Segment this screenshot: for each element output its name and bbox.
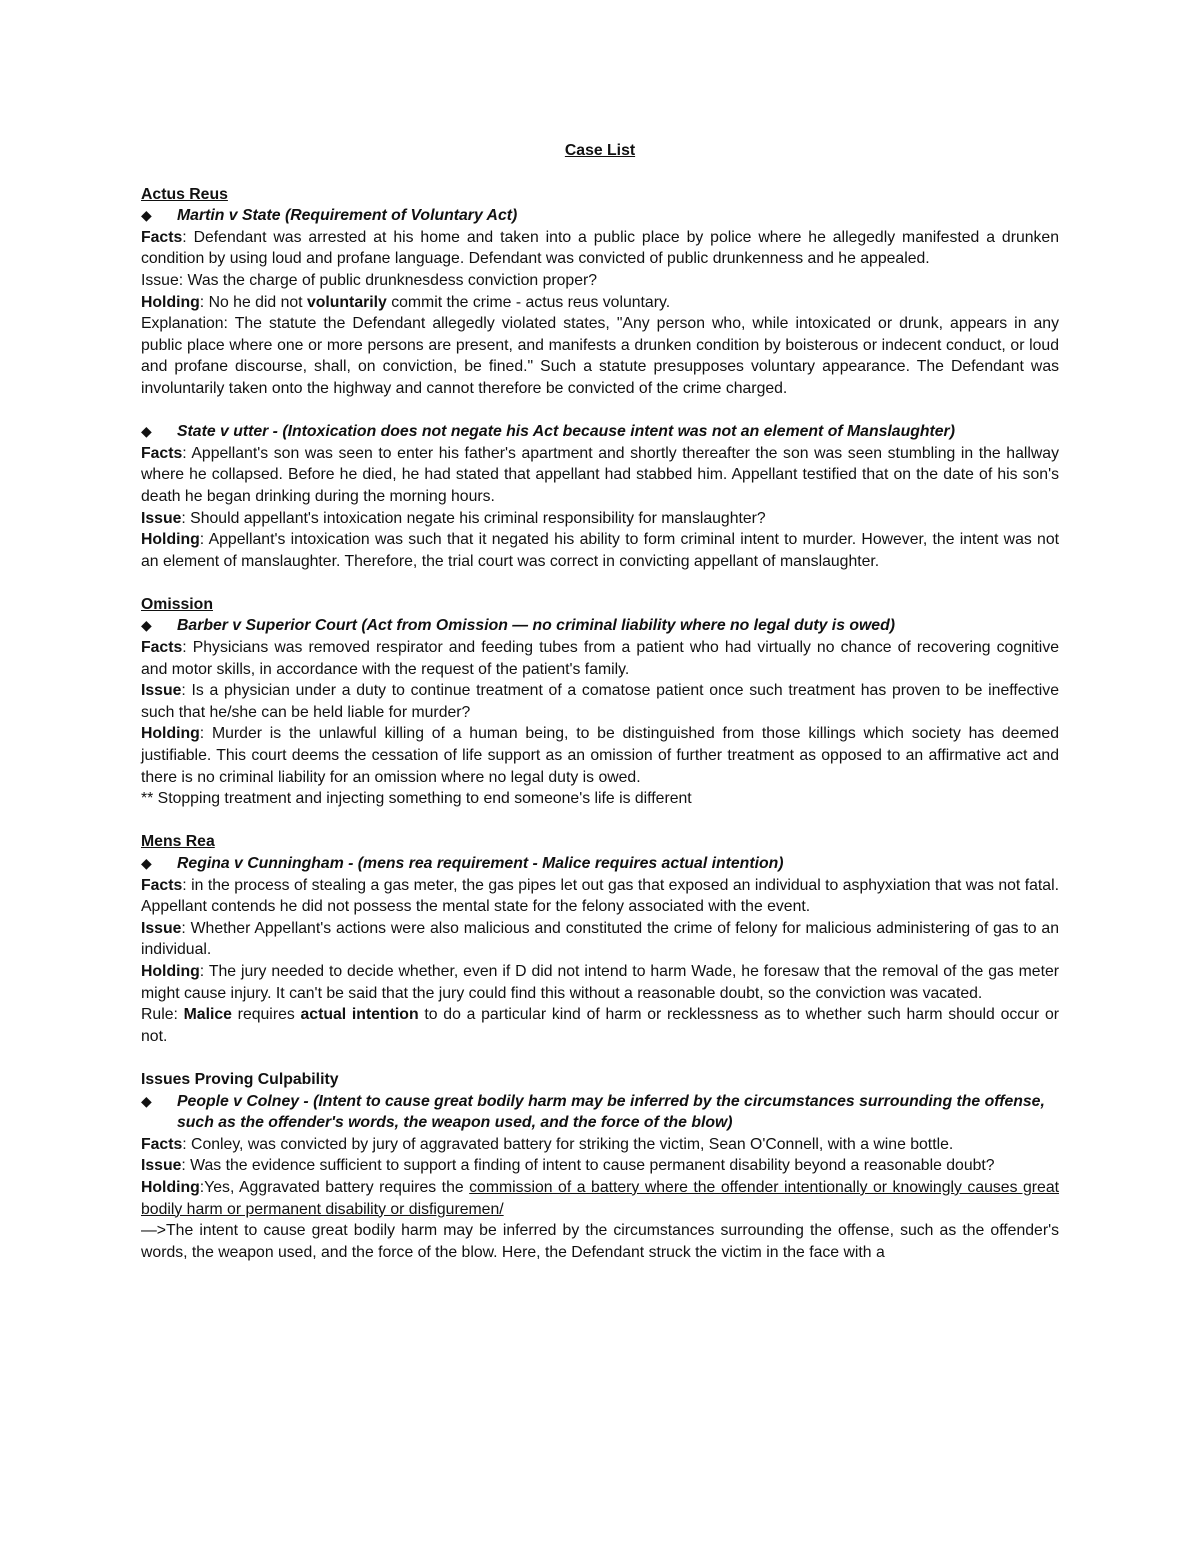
diamond-bullet-icon: ◆	[141, 617, 152, 634]
facts-label: Facts	[141, 876, 183, 894]
issue-label: Issue	[141, 919, 182, 937]
section-heading-culpability: Issues Proving Culpability	[141, 1070, 339, 1088]
rule-text: requires	[231, 1006, 301, 1024]
case-facts	[141, 875, 1059, 918]
case-facts	[141, 227, 1059, 270]
facts-text: : Defendant was arrested at his home and taken into a public place by police where he allegedly manifested a drunken condition by using loud and profane language. Defendant was convicted of public drunkenness and he appealed.	[141, 228, 1059, 268]
diamond-bullet-icon: ◆	[141, 855, 152, 871]
issue-text: : Was the evidence sufficient to support a finding of intent to cause permanent disability beyond a reasonable doubt?	[181, 1157, 995, 1175]
holding-label: Holding	[141, 962, 200, 980]
holding-text: : Murder is the unlawful killing of a human being, to be distinguished from those killings which society has deemed justifiable. This court deems the cessation of life support as an omission of further treatment as opposed to an affirmative act and there is no criminal liability for an omission where no legal duty is owed.	[141, 725, 1059, 786]
case-holding	[141, 1177, 1059, 1220]
holding-text: :Yes, Aggravated battery requires the	[199, 1178, 470, 1196]
case-title-cunningham	[141, 853, 1059, 875]
rule-text-end: to do a particular kind of harm or recklessness as to whether such harm should occur or not.	[141, 1006, 1059, 1045]
rule-emphasis-intention: actual intention	[300, 1006, 419, 1024]
document-title: Case List	[564, 142, 636, 159]
facts-text: : Conley, was convicted by jury of aggravated battery for striking the victim, Sean O'Connell, with a wine bottle.	[182, 1135, 954, 1153]
case-holding	[141, 723, 1059, 788]
holding-label: Holding	[141, 725, 200, 743]
case-holding	[141, 292, 1059, 314]
spacer	[141, 810, 1059, 832]
holding-text: : No he did not	[199, 293, 307, 311]
case-issue	[141, 680, 1059, 723]
facts-text: : Physicians was removed respirator and feeding tubes from a patient who had virtually no chance of recovering cognitive and motor skills, in accordance with the request of the patient's family.	[141, 639, 1059, 678]
case-title-barber	[141, 615, 1059, 637]
issue-text: : Whether Appellant's actions were also malicious and constituted the crime of felony for malicious administering of gas to an individual.	[141, 919, 1059, 959]
case-facts	[141, 443, 1059, 508]
case-title-colney	[141, 1091, 1059, 1134]
facts-label: Facts	[141, 1135, 183, 1153]
holding-underlined-text: commission of a battery where the offender intentionally or knowingly causes great bodily harm or permanent disability or disfiguremen/	[141, 1178, 1059, 1218]
issue-text: : Is a physician under a duty to continue treatment of a comatose patient once such treatment has proven to be ineffective such that he/she can be held liable for murder?	[141, 682, 1059, 721]
facts-text: : Appellant's son was seen to enter his father's apartment and shortly thereafter the son was seen stumbling in the hallway where he collapsed. Before he died, he had stated that appellant had stabbed him. Appellant testified that on the date of his son's death he began drinking during the morning hours.	[141, 444, 1059, 505]
holding-label: Holding	[141, 531, 200, 549]
spacer	[141, 1047, 1059, 1069]
facts-label: Facts	[141, 228, 183, 246]
case-name: Martin v State (Requirement of Voluntary Act)	[177, 207, 518, 225]
case-name: State v utter - (Intoxication does not negate his Act because intent was not an element of Manslaughter)	[177, 423, 955, 441]
case-name: Regina v Cunningham - (mens rea requirement - Malice requires actual intention)	[177, 855, 784, 872]
case-explanation: Explanation: The statute the Defendant allegedly violated states, "Any person who, while intoxicated or drunk, appears in any public place where one or more persons are present, and manifests a drunken condition by boisterous or indecent conduct, or loud and profane discourse, shall, on conviction, be fined." Such a statute presupposes voluntary appearance. The Defendant was involuntarily taken onto the highway and cannot therefore be convicted of the crime charged.	[141, 315, 1059, 397]
case-holding	[141, 529, 1059, 572]
case-facts	[141, 637, 1059, 680]
issue-text: : Should appellant's intoxication negate his criminal responsibility for manslaughter?	[181, 509, 766, 527]
issue-label: Issue	[141, 1157, 182, 1175]
case-name: Barber v Superior Court (Act from Omission — no criminal liability where no legal duty is owed)	[177, 617, 896, 635]
issue-label: Issue	[141, 509, 182, 527]
case-issue: Issue: Was the charge of public drunknesdess conviction proper?	[141, 271, 598, 289]
case-facts	[141, 1134, 1059, 1156]
diamond-bullet-icon: ◆	[141, 423, 152, 440]
section-heading-omission: Omission	[141, 595, 213, 613]
document-page	[141, 140, 1059, 1263]
case-inference: —>The intent to cause great bodily harm may be inferred by the circumstances surrounding the offense, such as the offender's words, the weapon used, and the force of the blow. Here, the Defendant struck the victim in the face with a	[141, 1222, 1059, 1261]
spacer	[141, 572, 1059, 594]
case-note: ** Stopping treatment and injecting something to end someone's life is different	[141, 790, 692, 808]
facts-text: : in the process of stealing a gas meter, the gas pipes let out gas that exposed an individual to asphyxiation that was not fatal. Appellant contends he did not possess the mental state for the felony associated with the event.	[141, 876, 1059, 916]
holding-text-end: commit the crime - actus reus voluntary.	[386, 293, 671, 311]
diamond-bullet-icon: ◆	[141, 1092, 152, 1109]
case-title-martin	[141, 205, 1059, 227]
facts-label: Facts	[141, 444, 183, 462]
issue-label: Issue	[141, 682, 182, 700]
case-issue	[141, 918, 1059, 961]
diamond-bullet-icon: ◆	[141, 207, 152, 224]
facts-label: Facts	[141, 639, 183, 657]
case-title-state-v-utter	[141, 421, 1059, 443]
case-issue	[141, 508, 1059, 530]
case-name: People v Colney - (Intent to cause great bodily harm may be inferred by the circumstances surrounding the offense, such as the offender's words, the weapon used, and the force of the blow)	[177, 1092, 1045, 1132]
holding-label: Holding	[141, 1178, 200, 1196]
section-heading-actus-reus: Actus Reus	[141, 185, 228, 203]
spacer	[141, 400, 1059, 422]
rule-label: Rule:	[141, 1006, 184, 1024]
rule-emphasis-malice: Malice	[183, 1006, 232, 1024]
holding-text: : The jury needed to decide whether, even if D did not intend to harm Wade, he foresaw that the removal of the gas meter might cause injury. It can't be said that the jury could find this without a reasonable doubt, so the conviction was vacated.	[141, 962, 1059, 1002]
holding-emphasis: voluntarily	[306, 293, 387, 311]
holding-label: Holding	[141, 293, 200, 311]
holding-text: : Appellant's intoxication was such that it negated his ability to form criminal intent to murder. However, the intent was not an element of manslaughter. Therefore, the trial court was correct in convicting appellant of manslaughter.	[141, 531, 1059, 570]
case-holding	[141, 961, 1059, 1004]
section-heading-mens-rea: Mens Rea	[141, 833, 215, 851]
case-issue	[141, 1155, 1059, 1177]
case-rule	[141, 1004, 1059, 1047]
